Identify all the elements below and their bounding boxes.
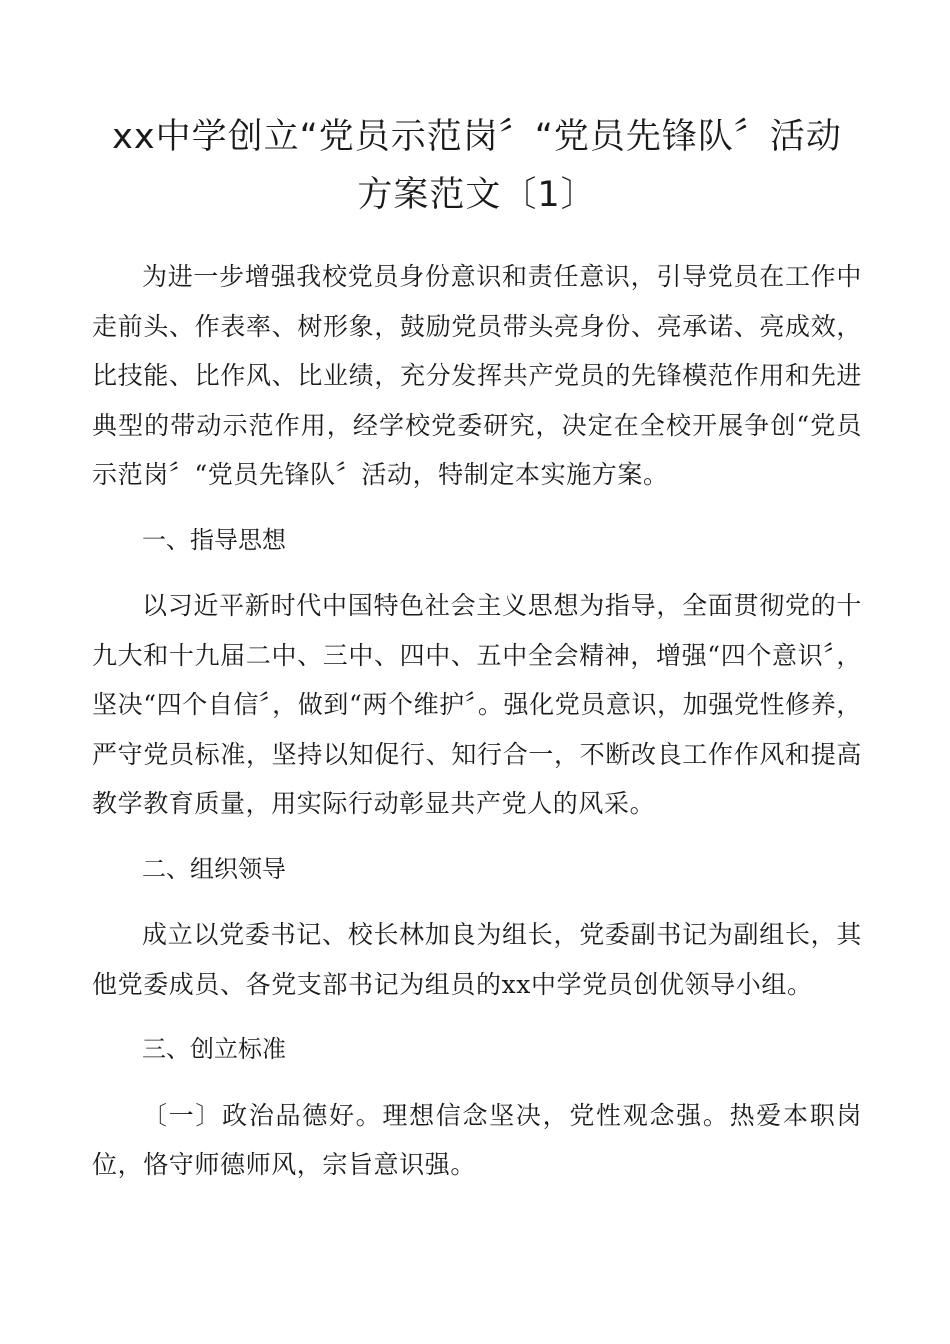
section-body-2: 成立以党委书记、校长林加良为组长，党委副书记为副组长，其他党委成员、各党支部书记为组员的xx中学党员创优领导小组。 bbox=[92, 920, 862, 999]
title-line-1: xx中学创立“党员示范岗〞“党员先锋队〞活动 bbox=[112, 117, 842, 157]
document-title bbox=[92, 108, 862, 224]
intro-paragraph: 为进一步增强我校党员身份意识和责任意识，引导党员在工作中走前头、作表率、树形象，鼓励党员带头亮身份、亮承诺、亮成效，比技能、比作风、比业绩，充分发挥共产党员的先锋模范作用和先进典型的带动示范作用，经学校党委研究，决定在全校开展争创“党员示范岗〞“党员先锋队〞活动，特制定本实施方案。 bbox=[92, 262, 862, 489]
section-body-3: 〔一〕政治品德好。理想信念坚决，党性观念强。热爱本职岗位，恪守师德师风，宗旨意识强。 bbox=[92, 1100, 862, 1179]
section-body-1: 以习近平新时代中国特色社会主义思想为指导，全面贯彻党的十九大和十九届二中、三中、四中、五中全会精神，增强“四个意识〞，坚决“四个自信〞，做到“两个维护〞。强化党员意识，加强党性修养，严守党员标准，坚持以知促行、知行合一，不断改良工作作风和提高教学教育质量，用实际行动彰显共产党人的风采。 bbox=[92, 591, 862, 818]
title-line-2: 方案范文〔1〕 bbox=[357, 175, 597, 215]
document-page bbox=[92, 108, 862, 1190]
section-heading-2: 二、组织领导 bbox=[142, 854, 286, 883]
section-heading-3: 三、创立标准 bbox=[142, 1035, 286, 1063]
section-heading-1: 一、指导思想 bbox=[142, 525, 286, 554]
